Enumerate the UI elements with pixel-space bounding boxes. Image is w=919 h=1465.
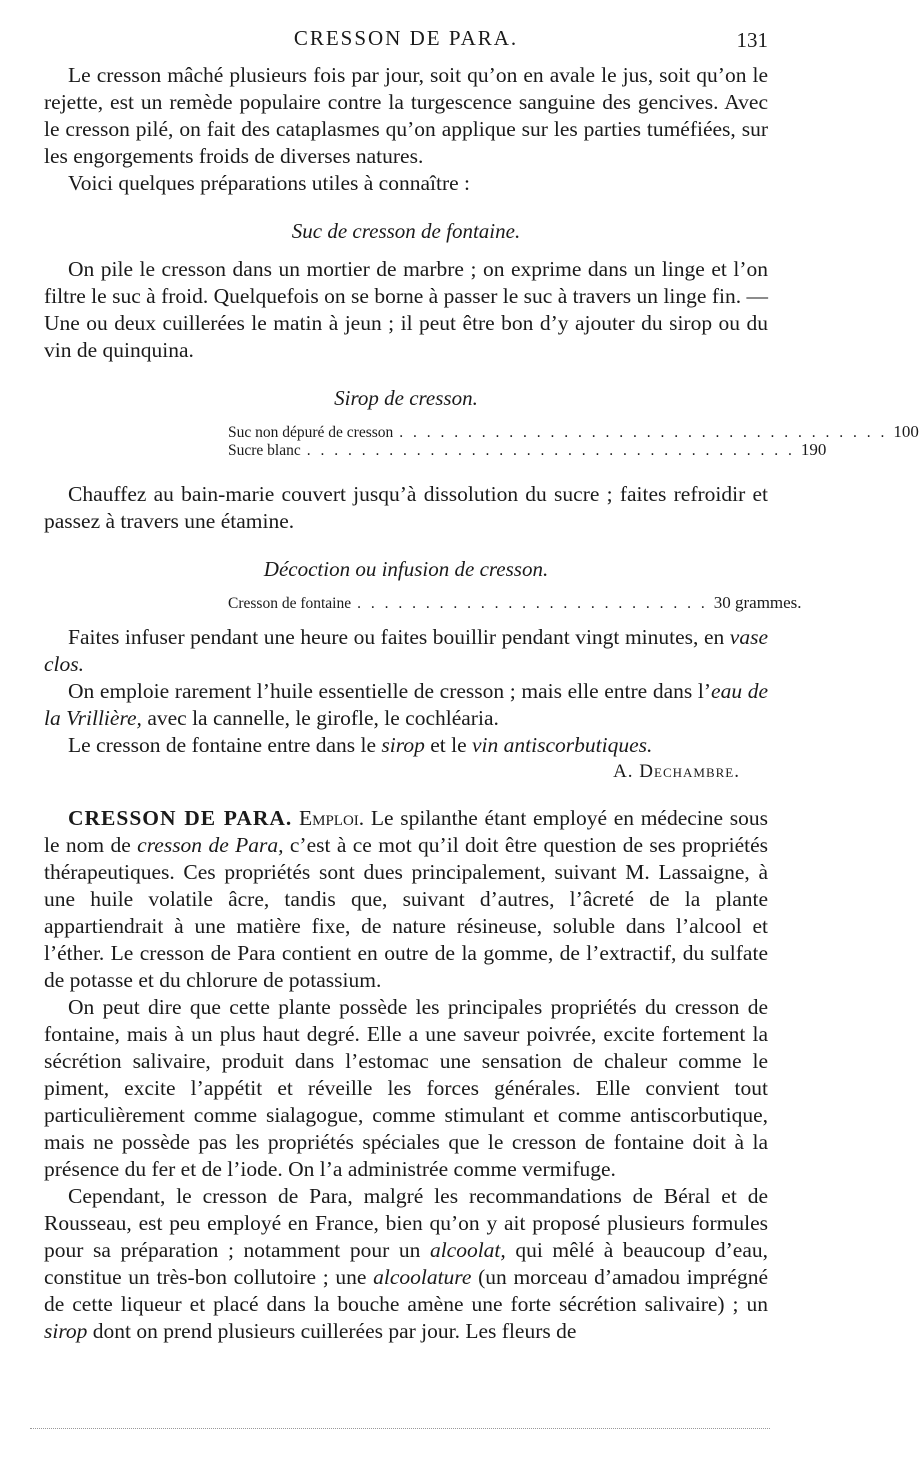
sirop-heading: Sirop de cresson. xyxy=(334,386,478,410)
decoction-ingredients xyxy=(228,593,802,612)
intro-lead: Voici quelques préparations utiles à connaître : xyxy=(68,171,471,195)
text-run: qui mêlé à beaucoup d’eau, constitue un très-bon collutoire ; une xyxy=(44,1238,769,1289)
emploi-label: Emploi. xyxy=(298,806,365,830)
leader-dots: . . . . . . . . . . . . . . . . . . . . . . . . . . xyxy=(357,595,708,612)
ingredient-row xyxy=(228,422,919,441)
page-header xyxy=(44,0,768,62)
author-signature: A. Dechambre. xyxy=(613,761,740,782)
antiscorbutic-paragraph xyxy=(44,732,768,759)
leader-dots xyxy=(307,442,795,459)
ingredient-qty: 30 grammes. xyxy=(713,593,802,612)
intro-paragraph: Le cresson mâché plusieurs fois par jour, soit qu’on en avale le jus, soit qu’on le rejette, est un remède populaire contre la turgescence sanguine des gencives. Avec le cresson pilé, on fait des cataplasmes qu’on applique sur les parties tuméfiées, sur les engorgements froids de diverses natures. xyxy=(44,63,768,168)
para-paragraph-3 xyxy=(44,1183,768,1345)
leader-dots xyxy=(399,424,887,441)
italic-run: eau de la Vrillière, xyxy=(44,679,768,730)
text-run: Le cresson de fontaine entre dans le xyxy=(68,733,382,757)
ingredient-label: Suc non dépuré de cresson xyxy=(228,424,394,441)
suc-paragraph: On pile le cresson dans un mortier de marbre ; on exprime dans un linge et l’on filtre le suc à froid. Quelquefois on se borne à passer le suc à travers un linge fin. — Une ou deux cuillerées le matin à jeun ; il peut être bon d’y ajouter du sirop ou du vin de quinquina. xyxy=(44,257,768,362)
ingredient-label: Sucre blanc xyxy=(228,442,301,459)
footer-rule xyxy=(30,1428,770,1429)
italic-run: sirop xyxy=(44,1319,88,1343)
suc-heading: Suc de cresson de fontaine. xyxy=(291,219,521,243)
text-run: dont on prend plusieurs cuillerées par jour. Les fleurs de xyxy=(87,1319,577,1343)
text-run: avec la cannelle, le girofle, le cochléaria. xyxy=(141,706,499,730)
italic-run: alcoolature xyxy=(373,1265,472,1289)
text-run: Le spilanthe étant employé en médecine sous le nom de xyxy=(44,806,768,857)
para-paragraph-1 xyxy=(44,805,768,994)
para-paragraph-2: On peut dire que cette plante possède les principales propriétés du cresson de fontaine, mais à un plus haut degré. Elle a une saveur poivrée, excite fortement la sécrétion salivaire, produit dans l’estomac une sensation de chaleur comme le piment, excite l’appétit et réveille les forces générales. Elle convient tout particulièrement comme sialagogue, comme stimulant et comme antiscorbutique, mais ne possède pas les propriétés spéciales que le cresson de fontaine doit à la présence du fer et de l’iode. On l’a administrée comme vermifuge. xyxy=(44,995,768,1181)
sirop-ingredients xyxy=(228,422,919,459)
text-run: (un morceau d’amadou imprégné de cette liqueur et placé dans la bouche amène une forte sécrétion salivaire) ; un xyxy=(44,1265,768,1316)
essential-oil-paragraph xyxy=(44,678,768,732)
sirop-paragraph: Chauffez au bain-marie couvert jusqu’à dissolution du sucre ; faites refroidir et passez à travers une étamine. xyxy=(44,482,768,533)
running-title: CRESSON DE PARA. xyxy=(293,26,519,50)
text-run: Cependant, le cresson de Para, malgré les recommandations de Béral et de Rousseau, est peu employé en France, bien qu’on y ait proposé plusieurs formules pour sa préparation ; notamment pour un xyxy=(44,1184,768,1262)
text-run: On emploie rarement l’huile essentielle de cresson ; mais elle entre dans l’ xyxy=(68,679,712,703)
page-number: 131 xyxy=(736,28,768,52)
decoction-paragraph xyxy=(44,624,768,678)
italic-run: cresson de Para, xyxy=(137,833,284,857)
text-run: et le xyxy=(424,733,473,757)
ingredient-qty: 100 xyxy=(893,422,919,441)
text-run: c’est à ce mot qu’il doit être question de ses propriétés thérapeutiques. Ces propriétés sont dues principalement, suivant M. Lassaigne, à une huile volatile âcre, tandis que, suivant d’autres, l’âcreté de la plante appartiendrait à une matière fixe, de nature résineuse, soluble dans l’alcool et l’éther. Le cresson de Para contient en outre de la gomme, de l’extractif, du sulfate de potasse et du chlorure de potassium. xyxy=(44,833,768,992)
ingredient-row xyxy=(228,440,827,459)
italic-run: vin antiscorbutiques. xyxy=(472,733,653,757)
italic-run: alcoolat, xyxy=(429,1238,506,1262)
italic-run: sirop xyxy=(381,733,425,757)
decoction-text: Faites infuser pendant une heure ou faites bouillir pendant vingt minutes, en xyxy=(68,625,730,649)
ingredient-qty: 190 xyxy=(800,440,827,459)
ingredient-row xyxy=(228,593,802,612)
ingredient-label: Cresson de fontaine xyxy=(228,595,352,612)
section-heading: CRESSON DE PARA. xyxy=(68,806,293,830)
decoction-italic: vase clos. xyxy=(44,625,768,676)
decoction-heading: Décoction ou infusion de cresson. xyxy=(263,557,549,581)
